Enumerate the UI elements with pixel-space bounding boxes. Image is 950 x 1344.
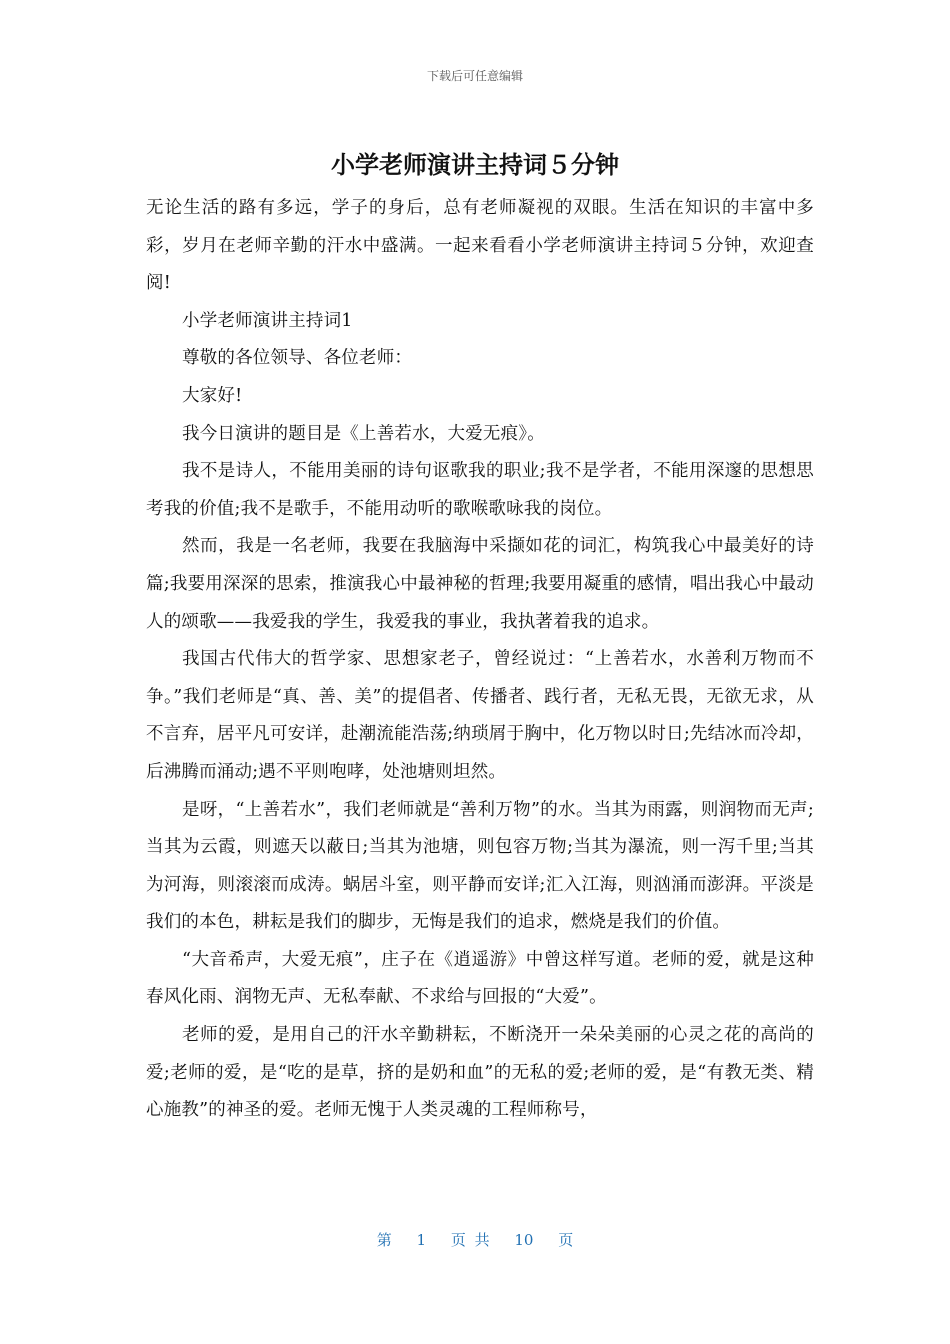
body-paragraph: “大音希声，大爱无痕”，庄子在《逍遥游》中曾这样写道。老师的爱，就是这种春风化雨、润物无声、无私奉献、不求给与回报的“大爱”。	[146, 949, 814, 1008]
page-label-suffix: 页	[558, 1231, 574, 1249]
page-number: 1	[416, 1231, 427, 1249]
body-paragraph: 我今日演讲的题目是《上善若水，大爱无痕》。	[182, 423, 545, 444]
body-paragraph: 然而，我是一名老师，我要在我脑海中采撷如花的词汇，构筑我心中最美好的诗篇;我要用深深的思索，推演我心中最神秘的哲理;我要用凝重的感情，唱出我心中最动人的颂歌——我爱我的学生，我爱我的事业，我执著着我的追求。	[146, 536, 814, 632]
header-note: 下载后可任意编辑	[426, 69, 523, 83]
document-title: 小学老师演讲主持词５分钟	[331, 151, 619, 179]
body-paragraph: 老师的爱，是用自己的汗水辛勤耕耘，不断浇开一朵朵美丽的心灵之花的高尚的爱;老师的爱，是“吃的是草，挤的是奶和血”的无私的爱;老师的爱，是“有教无类、精心施教”的神圣的爱。老师无愧于人类灵魂的工程师称号，	[146, 1025, 814, 1121]
page-label-prefix: 第	[376, 1231, 392, 1249]
body-paragraph: 是呀，“上善若水”，我们老师就是“善利万物”的水。当其为雨露，则润物而无声;当其为云霞，则遮天以蔽日;当其为池塘，则包容万物;当其为瀑流，则一泻千里;当其为河海，则滚滚而成涛。蜗居斗室，则平静而安详;汇入江海，则汹涌而澎湃。平淡是我们的本色，耕耘是我们的脚步，无悔是我们的追求，燃烧是我们的价值。	[146, 799, 814, 933]
body-paragraph: 我国古代伟大的哲学家、思想家老子，曾经说过：“上善若水，水善利万物而不争。”我们老师是“真、善、美”的提倡者、传播者、践行者，无私无畏，无欲无求，从不言弃，居平凡可安详，赴潮流能浩荡;纳琐屑于胸中，化万物以时日;先结冰而冷却，后沸腾而涌动;遇不平则咆哮，处池塘则坦然。	[146, 649, 814, 782]
section-heading: 小学老师演讲主持词1	[182, 310, 353, 331]
document-body	[146, 190, 814, 1130]
greeting: 大家好!	[182, 385, 243, 406]
salutation: 尊敬的各位领导、各位老师：	[182, 348, 413, 369]
intro-paragraph: 无论生活的路有多远，学子的身后，总有老师凝视的双眼。生活在知识的丰富中多彩，岁月在老师辛勤的汗水中盛满。一起来看看小学老师演讲主持词５分钟，欢迎查阅!	[146, 198, 814, 294]
body-paragraph: 我不是诗人，不能用美丽的诗句讴歌我的职业;我不是学者，不能用深邃的思想思考我的价值;我不是歌手，不能用动听的歌喉歌咏我的岗位。	[146, 461, 814, 519]
page-footer	[0, 1229, 950, 1250]
total-pages: 10	[514, 1231, 534, 1249]
page-label-mid: 页 共	[450, 1231, 490, 1249]
